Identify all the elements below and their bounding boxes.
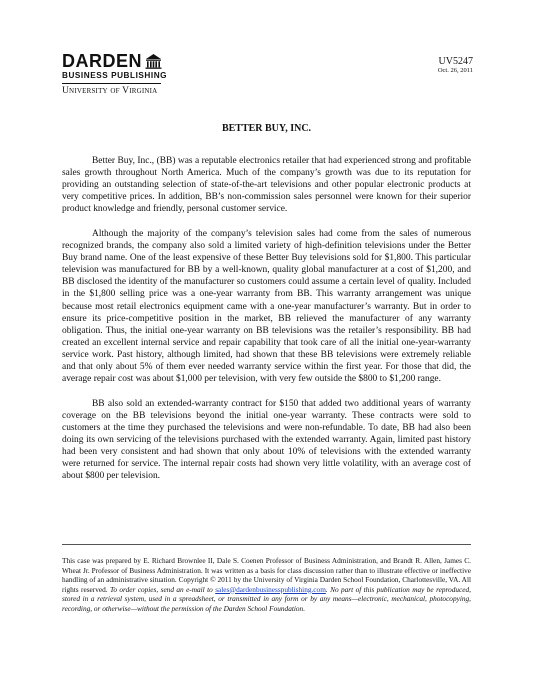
case-number: UV5247 <box>438 56 473 67</box>
document-body <box>62 155 471 495</box>
footer-plain-text: This case was prepared by E. Richard Brownlee II, Dale S. Coenen Professor of Business Administration, and Brandt R. Allen, James C. Wheat Jr. Professor of Business Administration. It was written as a basis for class discussion rather than to illustrate effective or ineffective handling of an administrative situation. Copyright © 2011 by the University of Virginia Darden School Foundation, Charlottesville, VA. All rights reserved. <box>62 556 471 594</box>
publisher-logo <box>62 52 482 112</box>
logo-university: University of Virginia <box>62 86 158 96</box>
logo-business-publishing: BUSINESS PUBLISHING <box>62 71 168 80</box>
logo-divider <box>62 83 161 84</box>
footer-divider <box>62 544 471 545</box>
case-date: Oct. 26, 2011 <box>437 67 473 74</box>
case-number-block <box>438 56 473 75</box>
sales-email-link[interactable]: sales@dardenbusinesspublishing.com <box>215 584 326 594</box>
body-paragraph: BB also sold an extended-warranty contract for $150 that added two additional years of warranty coverage on the BB televisions beyond the initial one-year warranty. These contracts were sold to customers at the time they purchased the televisions and were non-refundable. To date, BB had also been doing its own servicing of the televisions purchased with the extended warranty. Again, limited past history had been very consistent and had shown that only about 10% of televisions with the extended warranty were returned for service. The internal repair costs had shown very little volatility, with an average cost of about $800 per television. <box>62 398 471 482</box>
body-paragraph: Although the majority of the company’s television sales had come from the sales of numerous recognized brands, the company also sold a limited variety of high-definition televisions under the Better Buy brand name. One of the least expensive of these Better Buy televisions sold for $1,800. This particular television was manufactured for BB by a well-known, quality global manufacturer at a cost of $1,200, and BB disclosed the identity of the manufacturer so customers could assume a certain level of quality. Included in the $1,800 selling price was a one-year warranty from BB. This warranty arrangement was unique because most retail electronics equipment came with a one-year manufacturer’s warranty. But in order to ensure its price-competitive position in the market, BB relieved the manufacturer of any warranty obligation. Thus, the initial one-year warranty on BB televisions was the retailer’s responsibility. BB had created an excellent internal service and repair capability that took care of all the initial one-year-warranty service work. Past history, although limited, had shown that these BB televisions were extremely reliable and that only about 5% of them ever needed warranty service within the first year. For those that did, the average repair cost was about $1,000 per television, with very few outside the $800 to $1,200 range. <box>62 229 471 384</box>
logo-darden-text: DARDEN <box>62 51 143 71</box>
copyright-footer <box>62 556 471 613</box>
document-title: BETTER BUY, INC. <box>221 123 312 134</box>
rotunda-icon <box>145 53 162 69</box>
footer-rights-text: . No part of this publication may be reproduced, stored in a retrieval system, used in a spreadsheet, or transmitted in any form or by any means—electronic, mechanical, photocopying, recording, or otherwise—without the permission of the Darden School Foundation. <box>62 584 471 613</box>
footer-order-text: To order copies, send an e-mail to <box>107 584 216 594</box>
body-paragraph: Better Buy, Inc., (BB) was a reputable electronics retailer that had experienced strong and profitable sales growth throughout North America. Much of the company’s growth was due to its reputation for providing an outstanding selection of state-of-the-art televisions and other popular electronic products at very competitive prices. In addition, BB’s non-commission sales personnel were known for their superior product knowledge and friendly, personal customer service. <box>62 156 471 215</box>
